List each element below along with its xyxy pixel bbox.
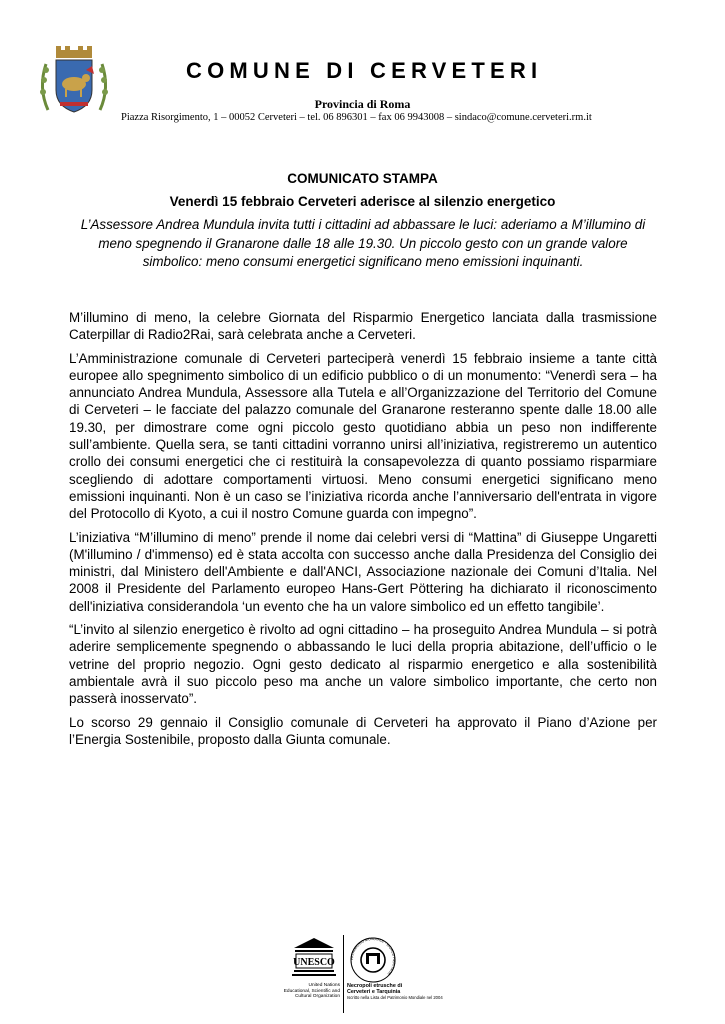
article-paragraph: Lo scorso 29 gennaio il Consiglio comunale di Cerveteri ha approvato il Piano d’Azione per l’Energia Sostenibile, proposto dalla Giunta comunale. [69, 714, 657, 747]
press-release-label: COMUNICATO STAMPA [287, 171, 438, 186]
article-paragraph: L’Amministrazione comunale di Cerveteri parteciperà venerdì 15 febbraio insieme a tante città europee allo spegnimento simbolico di un edificio pubblico o di un monumento: “Venerdì sera – ha annunciato Andrea Mundula, Assessore alla Tutela e all’Organizzazione del Territorio del Comune di Cerveteri – le facciate del palazzo comunale del Granarone resteranno spente dalle 18.00 alle 19.30, per dimostrare come ogni piccolo gesto quotidiano abbia un peso non indifferente sull’ambiente. Quella sera, se tanti cittadini vorranno unirsi all’iniziativa, registreremo un autentico crollo dei consumi energetici che ci restituirà la consapevolezza di quanto possiamo risparmiare scegliendo di adottare comportamenti virtuosi. Meno consumi energetici significano meno emissioni inquinanti. Non è un caso se l’iniziativa ricorda anche l’anniversario dell'entrata in vigore del Protocollo di Kyoto, a cui il nostro Comune guarda con impegno”. [69, 350, 657, 522]
municipality-title: COMUNE DI CERVETERI [186, 58, 543, 83]
heritage-site-caption: Necropoli etrusche di Cerveteri e Tarquinia Iscritto nella Lista del Patrimonio Mondiale nel 2004 [347, 983, 443, 1001]
contact-address: Piazza Risorgimento, 1 – 00052 Cerveteri – tel. 06 896301 – fax 06 9943008 – sindaco@comune.cerveteri.rm.it [121, 112, 592, 123]
article-paragraph: L’iniziativa “M’illumino di meno” prende il nome dai celebri versi di “Mattina” di Giuseppe Ungaretti (M'illumino / d'immenso) ed è stata accolta con successo anche dalla Presidenza del Consiglio dei ministri, dal Ministero dell'Ambiente e dall'ANCI, Associazione nazionale dei Comuni d’Italia. Nel 2008 il Presidente del Parlamento europeo Hans-Gert Pöttering ha dichiarato il riconoscimento dell'iniziativa considerandola ‘un evento che ha un valore simbolico ed un effetto tangibile’. [69, 529, 657, 614]
unesco-caption: United Nations Educational, Scientific and Cultural Organization [283, 983, 340, 1000]
article-paragraph: M’illumino di meno, la celebre Giornata del Risparmio Energetico lanciata dalla trasmissione Caterpillar di Radio2Rai, sarà celebrata anche a Cerveteri. [69, 310, 657, 343]
world-heritage-emblem-icon [347, 936, 403, 984]
press-lead: L’Assessore Andrea Mundula invita tutti i cittadini ad abbassare le luci: aderiamo a M’illumino di meno spegnendo il Granarone dalle 18 alle 19.30. Un piccolo gesto con un grande valore simbolico: meno consumi energetici significano meno emissioni inquinanti. [80, 217, 646, 269]
heritage-ring-text: PATRIMONIO MONDIALE · WORLD HERITAGE [349, 936, 397, 977]
province-label: Provincia di Roma [314, 97, 411, 111]
unesco-logo-text: UNESCO [293, 957, 335, 968]
article-body [69, 309, 657, 754]
article-paragraph: “L’invito al silenzio energetico è rivolto ad ogni cittadino – ha proseguito Andrea Mundula – si potrà aderire semplicemente spegnendo o abbassando le luci della propria abitazione, dell’ufficio o le vetrine del proprio negozio. Ogni gesto dedicato al risparmio energetico e alla sostenibilità ambientale avrà il suo piccolo peso ma anche un valore simbolico importante, che certo non passerà inosservato”. [69, 622, 657, 707]
press-headline: Venerdì 15 febbraio Cerveteri aderisce al silenzio energetico [169, 194, 556, 209]
footer-divider [343, 935, 344, 1013]
unesco-logo [268, 934, 344, 1018]
